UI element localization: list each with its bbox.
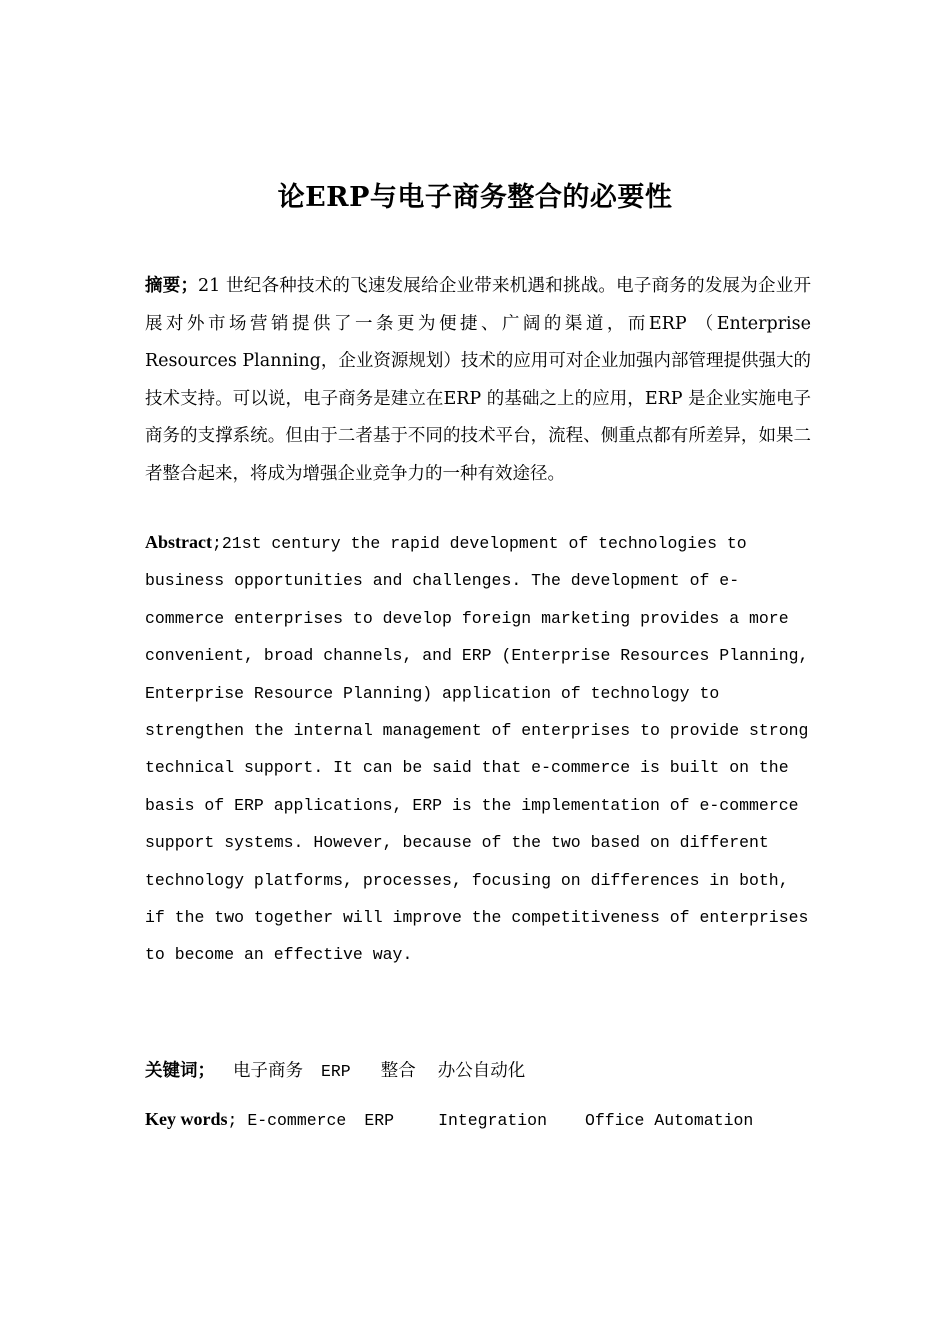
document-title: 论ERP与电子商务整合的必要性 (277, 182, 673, 213)
chinese-abstract-label: 摘要； (145, 276, 198, 296)
chinese-keyword: ERP (321, 1062, 351, 1081)
english-keyword: ERP (364, 1111, 395, 1130)
english-keywords-label: Key words (145, 1109, 228, 1129)
english-keyword: Integration (438, 1111, 547, 1130)
chinese-abstract (145, 268, 811, 493)
english-keywords (145, 1102, 811, 1138)
chinese-keyword: 电子商务 (233, 1061, 303, 1081)
chinese-keyword: 整合 (380, 1061, 416, 1081)
chinese-abstract-text: 21 世纪各种技术的飞速发展给企业带来机遇和挑战。电子商务的发展为企业开展对外市场营销提供了一条更为便捷、广阔的渠道，而ERP （Enterprise Resources Planning，企业资源规划）技术的应用可对企业加强内部管理提供强大的技术支持。可以说，电子商务是建立在ERP 的基础之上的应用，ERP 是企业实施电子商务的支撑系统。但由于二者基于不同的技术平台，流程、侧重点都有所差异，如果二者整合起来，将成为增强企业竞争力的一种有效途径。 (145, 276, 811, 484)
english-abstract-text: ;21st century the rapid development of technologies to business opportunities and challenges. The development of e-commerce enterprises to develop foreign marketing provides a more convenient, broad channels, and ERP (Enterprise Resources Planning, Enterprise Resource Planning) application of technology to strengthen the internal management of enterprises to provide strong technical support. It can be said that e-commerce is built on the basis of ERP applications, ERP is the implementation of e-commerce support systems. However, because of the two based on different technology platforms, processes, focusing on differences in both, if the two together will improve the competitiveness of enterprises to become an effective way. (145, 534, 809, 965)
chinese-keyword: 办公自动化 (437, 1061, 526, 1081)
chinese-keywords-label: 关键词； (145, 1061, 215, 1081)
chinese-keywords (145, 1054, 811, 1089)
english-abstract (145, 524, 811, 974)
english-keyword: Office Automation (584, 1111, 754, 1130)
english-keywords-separator: ; (227, 1111, 248, 1130)
english-keyword: E-commerce (247, 1111, 347, 1130)
english-abstract-label: Abstract (145, 532, 212, 552)
